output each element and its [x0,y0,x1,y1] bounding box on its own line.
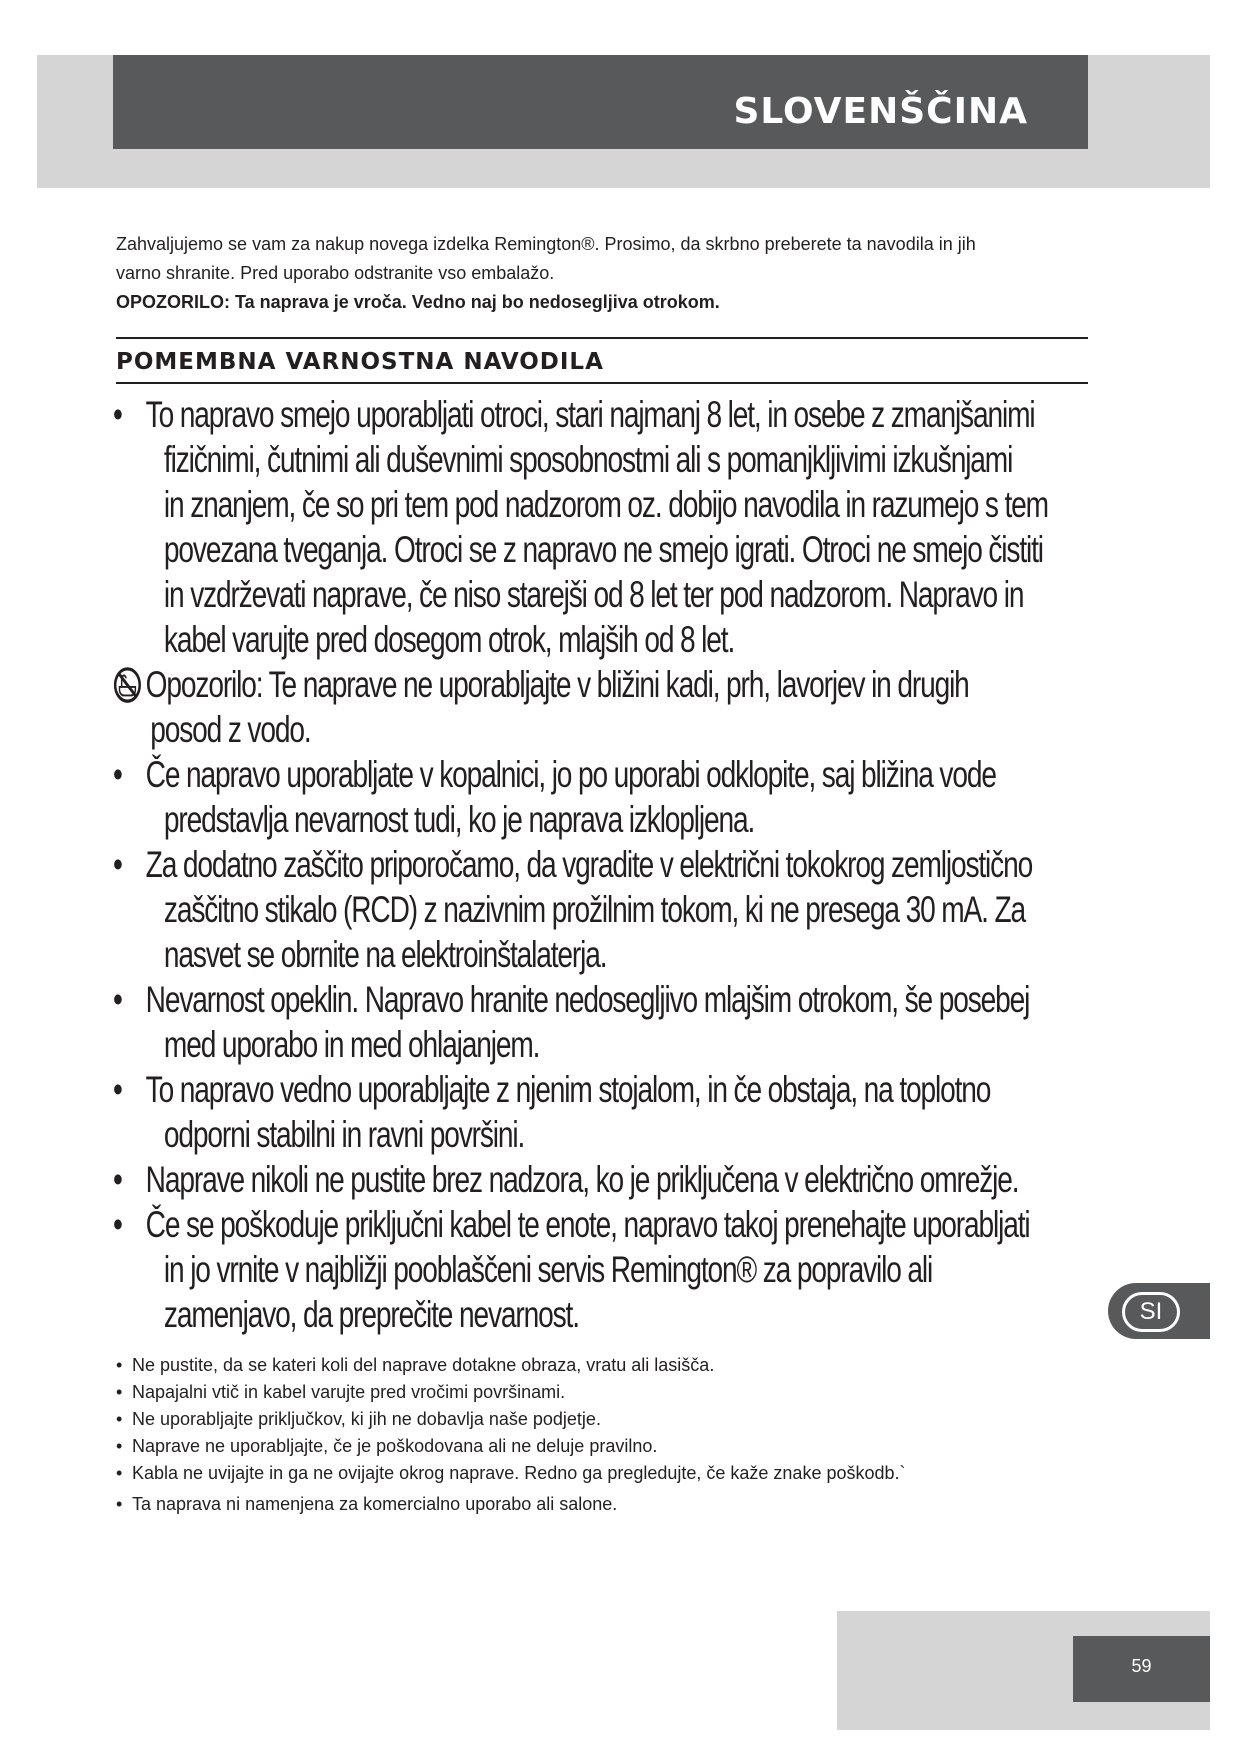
bullet: • [116,1494,123,1514]
item-line: Če se poškoduje priključni kabel te enote, napravo takoj prenehajte uporabljati [145,1204,1030,1245]
no-bathtub-icon [113,666,142,704]
list-item [113,392,1134,662]
list-item [113,1067,1134,1157]
language-side-tab [1108,1283,1210,1339]
intro-warning: OPOZORILO: Ta naprava je vroča. Vedno naj bo nedosegljiva otrokom. [116,292,720,312]
additional-instructions-list [116,1352,1116,1518]
list-item [116,1433,1116,1460]
language-title: SLOVENŠČINA [733,91,1028,132]
item-line: Za dodatno zaščito priporočamo, da vgradite v električni tokokrog zemljostično [145,844,1033,885]
list-item [113,1202,1134,1337]
item-line: To napravo vedno uporabljajte z njenim stojalom, in če obstaja, na toplotno [145,1069,991,1110]
item-text: Naprave ne uporabljajte, če je poškodovana ali ne deluje pravilno. [132,1436,658,1456]
list-item [116,1352,1116,1379]
bullet: • [116,1355,123,1375]
item-text: Ta naprava ni namenjena za komercialno uporabo ali salone. [132,1494,618,1514]
item-line: zamenjavo, da preprečite nevarnost. [163,1294,579,1335]
bullet: • [113,844,122,885]
item-line: Naprave nikoli ne pustite brez nadzora, ko je priključena v električno omrežje. [145,1159,1019,1200]
item-line: in jo vrnite v najbližji pooblaščeni servis Remington® za popravilo ali [163,1249,933,1290]
item-line: zaščitno stikalo (RCD) z nazivnim prožilnim tokom, ki ne presega 30 mA. Za [163,889,1026,930]
language-badge: SI [1122,1292,1180,1332]
bullet: • [116,1463,123,1483]
bullet: • [113,1204,122,1245]
list-item [116,1379,1116,1406]
item-line: med uporabo in med ohlajanjem. [163,1024,540,1065]
item-text: Kabla ne uvijajte in ga ne ovijajte okrog naprave. Redno ga pregledujte, če kaže znake poškodb.` [132,1463,906,1483]
item-line: in znanjem, če so pri tem pod nadzorom oz. dobijo navodila in razumejo s tem [163,484,1048,525]
item-line: Nevarnost opeklin. Napravo hranite nedosegljivo mlajšim otrokom, še posebej [145,979,1030,1020]
bullet: • [113,1069,122,1110]
bullet: • [113,754,122,795]
intro-line-1: Zahvaljujemo se vam za nakup novega izdelka Remington®. Prosimo, da skrbno preberete ta navodila in jih [116,234,976,254]
list-item [116,1406,1116,1433]
item-text: Ne pustite, da se kateri koli del naprave dotakne obraza, vratu ali lasišča. [132,1355,715,1375]
item-line: nasvet se obrnite na elektroinštalaterja. [163,934,607,975]
item-line: predstavlja nevarnost tudi, ko je naprava izklopljena. [163,799,755,840]
list-item [113,1157,1134,1202]
item-line: odporni stabilni in ravni površini. [163,1114,525,1155]
bullet: • [113,1159,122,1200]
list-item [113,752,1134,842]
bullet: • [113,979,122,1020]
list-item [116,1491,1116,1518]
list-item [113,977,1134,1067]
bullet: • [116,1436,123,1456]
section-rule-bottom [116,382,1088,384]
bullet: • [116,1409,123,1429]
section-title: POMEMBNA VARNOSTNA NAVODILA [116,349,604,375]
bullet: • [113,394,122,435]
item-text: Napajalni vtič in kabel varujte pred vročimi površinami. [132,1382,566,1402]
bullet: • [116,1382,123,1402]
item-line: kabel varujte pred dosegom otrok, mlajših od 8 let. [163,619,735,660]
item-line: in vzdrževati naprave, če niso starejši od 8 let ter pod nadzorom. Napravo in [163,574,1024,615]
item-line: Opozorilo: Te naprave ne uporabljajte v bližini kadi, prh, lavorjev in drugih [145,664,969,705]
page-number: 59 [1131,1656,1152,1676]
item-line: povezana tveganja. Otroci se z napravo ne smejo igrati. Otroci ne smejo čistiti [163,529,1043,570]
item-line: posod z vodo. [150,709,311,750]
intro-line-2: varno shranite. Pred uporabo odstranite vso embalažo. [116,263,555,283]
safety-instructions-list [113,392,1113,1337]
section-rule-top [116,337,1088,339]
item-line: To napravo smejo uporabljati otroci, stari najmanj 8 let, in osebe z zmanjšanimi [145,394,1035,435]
intro-text [116,230,1096,317]
header-bar [113,55,1088,149]
list-item [116,1460,1116,1487]
item-line: fizičnimi, čutnimi ali duševnimi sposobnostmi ali s pomanjkljivimi izkušnjami [163,439,1013,480]
list-item-warning [113,662,1134,752]
list-item [113,842,1134,977]
footer-bar [1073,1636,1210,1702]
item-line: Če napravo uporabljate v kopalnici, jo po uporabi odklopite, saj bližina vode [145,754,996,795]
item-text: Ne uporabljajte priključkov, ki jih ne dobavlja naše podjetje. [132,1409,601,1429]
